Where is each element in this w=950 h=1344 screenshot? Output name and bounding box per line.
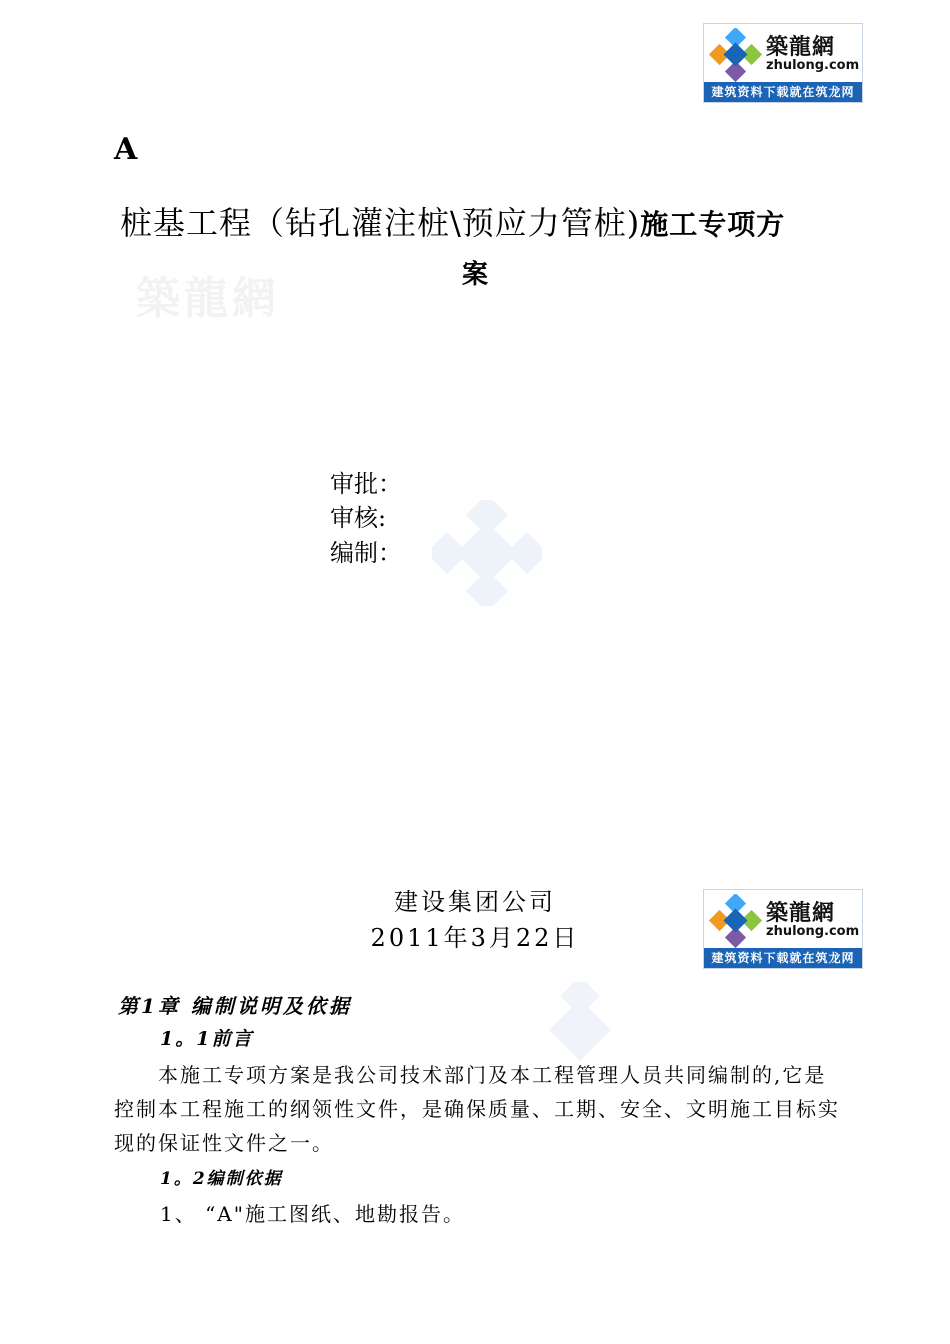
compile-label: 编制： (330, 539, 402, 567)
company-name: 建设集团公司 (394, 888, 556, 916)
watermark-text-top: 築龍網 (136, 273, 280, 324)
cover-title-line1 (120, 198, 840, 244)
logo-brand-en: zhulong.com (766, 58, 860, 73)
zhulong-logo-lower (703, 889, 863, 969)
logo-brand-en: zhulong.com (766, 924, 860, 939)
zhulong-logo-top (703, 23, 863, 103)
section-heading-preface: 1。1前言 (160, 1028, 254, 1050)
logo-brand-cn: 築龍網 (766, 901, 836, 926)
watermark-emblem-lower (528, 982, 632, 1062)
cover-letter: A (114, 132, 138, 167)
cover-date: 2011年3月22日 (370, 924, 580, 952)
approve-label: 审批： (330, 470, 402, 498)
review-label: 审核: (330, 504, 387, 532)
zhulong-logo-icon (708, 28, 764, 82)
logo-brand-cn: 築龍網 (766, 35, 836, 60)
logo-banner: 建筑资料下载就在筑龙网 (704, 82, 862, 102)
basis-item-1: 1、 “A"施工图纸、地勘报告。 (160, 1202, 465, 1226)
logo-banner: 建筑资料下载就在筑龙网 (704, 948, 862, 968)
cover-title-part1: 桩基工程（钻孔灌注桩\预应力管桩) (120, 204, 641, 242)
cover-title-part2: 施工专项方 (640, 208, 786, 241)
section-heading-basis: 1。2编制依据 (160, 1169, 283, 1189)
chapter-heading: 第1章 编制说明及依据 (118, 994, 352, 1018)
cover-title-line2: 案 (461, 260, 488, 290)
zhulong-logo-icon (708, 894, 764, 948)
watermark-emblem-center (432, 500, 542, 606)
preface-paragraph: 本施工专项方案是我公司技术部门及本工程管理人员共同编制的,它是控制本工程施工的纲领性文件，是确保质量、工期、安全、文明施工目标实现的保证性文件之一。 (114, 1063, 840, 1155)
